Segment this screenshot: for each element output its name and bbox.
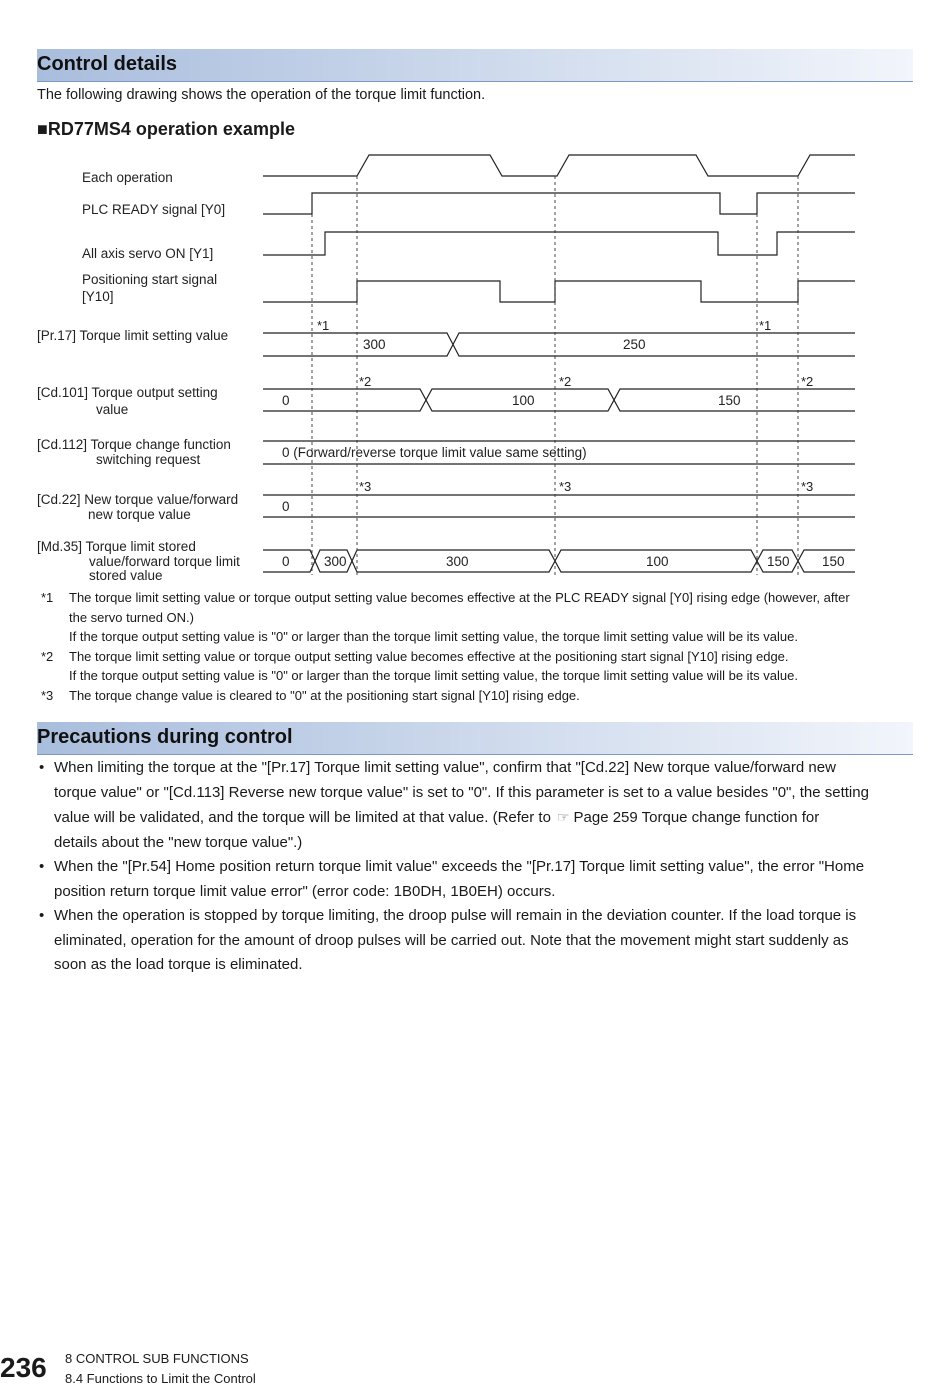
waveform-positioning-start	[263, 281, 855, 302]
marker-star3: *3	[801, 479, 814, 494]
section-title: Precautions during control	[37, 726, 293, 748]
bullet-text: When the "[Pr.54] Home position return torque limit value" exceeds the "[Pr.17] Torque limit setting value", the error "Home	[54, 858, 865, 875]
bus-cd101	[263, 389, 855, 411]
bullet-text: details about the "new torque value".)	[54, 833, 303, 851]
bullet-text: position return torque limit value error" (error code: 1B0DH, 1B0EH) occurs.	[54, 882, 556, 900]
value-md35-300: 300	[446, 554, 469, 569]
value-md35-300: 300	[324, 554, 347, 569]
value-cd22: 0	[282, 499, 290, 514]
bullet-icon: •	[39, 858, 45, 875]
footnote-text: If the torque output setting value is "0" or larger than the torque limit setting value, the torque limit setting value will be its value.	[69, 668, 798, 683]
example-heading: ■RD77MS4 operation example	[37, 119, 295, 139]
bullet-text: eliminated, operation for the amount of droop pulses will be carried out. Note that the movement might start suddenly as	[54, 931, 849, 949]
label-cd112-2: switching request	[96, 452, 201, 467]
footer-chapter: 8 CONTROL SUB FUNCTIONS	[65, 1351, 249, 1366]
footnote-mark: *1	[41, 590, 54, 605]
bullet-text: When the operation is stopped by torque limiting, the droop pulse will remain in the deviation counter. If the load torque is	[54, 907, 857, 924]
waveform-plc-ready	[263, 193, 855, 214]
marker-star3: *3	[559, 479, 572, 494]
value-cd112: 0 (Forward/reverse torque limit value same setting)	[282, 445, 587, 460]
value-md35-150: 150	[767, 554, 790, 569]
footnotes	[37, 588, 917, 705]
waveform-servo-on	[263, 232, 855, 255]
marker-star2: *2	[559, 374, 572, 389]
precautions-list	[37, 756, 917, 978]
marker-star3: *3	[359, 479, 372, 494]
label-cd112: [Cd.112] Torque change function	[37, 437, 231, 452]
value-md35-0: 0	[282, 554, 290, 569]
section-header-precautions	[37, 722, 913, 755]
value-pr17-300: 300	[363, 337, 386, 352]
label-positioning-start-2: [Y10]	[82, 289, 114, 304]
footnote-text: The torque limit setting value or torque output setting value becomes effective at the PLC READY signal [Y0] rising edge (however, after	[69, 590, 850, 605]
list-item	[37, 756, 917, 855]
value-md35-100: 100	[646, 554, 669, 569]
footnote-text: The torque limit setting value or torque output setting value becomes effective at the positioning start signal [Y10] rising edge.	[69, 648, 789, 664]
bullet-text: When limiting the torque at the "[Pr.17] Torque limit setting value", confirm that "[Cd.22] New torque value/forward new	[54, 759, 836, 776]
bus-pr17	[263, 333, 855, 356]
section-title: Control details	[37, 53, 178, 75]
marker-star2: *2	[801, 374, 814, 389]
label-pr17: [Pr.17] Torque limit setting value	[37, 328, 229, 343]
bullet-text: soon as the load torque is eliminated.	[54, 956, 303, 973]
bullet-icon: •	[39, 907, 45, 924]
label-cd22: [Cd.22] New torque value/forward	[37, 492, 239, 507]
label-cd22-2: new torque value	[88, 507, 191, 522]
marker-star1: *1	[317, 318, 330, 333]
waveform-each-operation	[263, 155, 855, 176]
label-cd101-2: value	[96, 402, 129, 417]
intro-text: The following drawing shows the operation of the torque limit function.	[37, 87, 486, 103]
bullet-text: torque value" or "[Cd.113] Reverse new torque value" is set to "0". If this parameter is set to a value besides "0", the setting	[54, 783, 869, 801]
value-pr17-250: 250	[623, 337, 646, 352]
footnote-text: the servo turned ON.)	[69, 609, 194, 625]
footnote-1	[37, 588, 917, 608]
footnote-3	[37, 686, 917, 706]
value-cd101-150: 150	[718, 393, 741, 408]
page-reference-link[interactable]: Page 259 Torque change function for	[573, 809, 820, 826]
guide-lines	[312, 176, 798, 575]
footnote-text: The torque change value is cleared to "0" at the positioning start signal [Y10] rising edge.	[69, 687, 580, 703]
value-cd101-0: 0	[282, 393, 290, 408]
bullet-text: value will be validated, and the torque will be limited at that value. (Refer to	[54, 809, 551, 826]
timing-diagram	[0, 140, 950, 590]
value-cd101-100: 100	[512, 393, 535, 408]
label-cd101: [Cd.101] Torque output setting	[37, 385, 218, 400]
label-md35-2: value/forward torque limit	[89, 554, 240, 569]
pointing-hand-icon: ☞	[556, 809, 570, 825]
bullet-icon: •	[39, 759, 45, 776]
label-md35: [Md.35] Torque limit stored	[37, 539, 196, 554]
footnote-mark: *3	[41, 687, 54, 703]
page-number: 236	[0, 1352, 47, 1383]
list-item	[37, 855, 917, 904]
footnote-text: If the torque output setting value is "0" or larger than the torque limit setting value, the torque limit setting value will be its value.	[69, 629, 798, 644]
bus-cd22	[263, 495, 855, 517]
footer-section: 8.4 Functions to Limit the Control	[65, 1371, 256, 1386]
label-positioning-start: Positioning start signal	[82, 272, 218, 287]
value-md35-150: 150	[822, 554, 845, 569]
label-servo-on: All axis servo ON [Y1]	[82, 246, 214, 261]
footnote-mark: *2	[41, 648, 54, 664]
label-plc-ready: PLC READY signal [Y0]	[82, 202, 226, 217]
list-item	[37, 904, 917, 978]
label-each-operation: Each operation	[82, 170, 173, 185]
marker-star1: *1	[759, 318, 772, 333]
section-header-control-details	[37, 49, 913, 82]
label-md35-3: stored value	[89, 568, 163, 583]
footnote-2	[37, 647, 917, 667]
marker-star2: *2	[359, 374, 372, 389]
